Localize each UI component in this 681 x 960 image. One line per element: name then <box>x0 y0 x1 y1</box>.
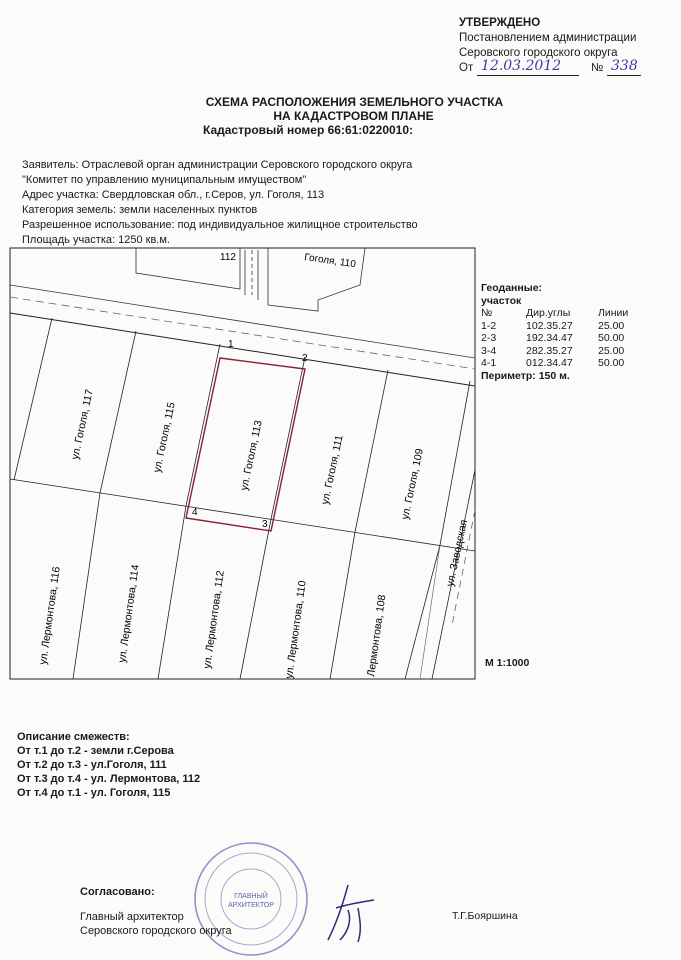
architect-position: Главный архитектор <box>80 911 184 923</box>
title-line-2: НА КАДАСТРОВОМ ПЛАНЕ <box>273 109 434 123</box>
title-line-1: СХЕМА РАСПОЛОЖЕНИЯ ЗЕМЕЛЬНОГО УЧАСТКА <box>205 95 504 109</box>
geodata-cell: 192.34.47 <box>526 332 573 344</box>
geodata-col-angles: Дир.углы <box>526 307 571 319</box>
date-underline <box>477 75 579 76</box>
approval-number: 338 <box>611 58 638 74</box>
street-label-zavodskaya: ул. Заводская <box>444 518 471 588</box>
cadastral-number: Кадастровый номер 66:61:0220010: <box>203 123 414 137</box>
approved-line-decree: Постановлением администрации <box>459 32 637 44</box>
architect-block <box>80 910 232 938</box>
point-1-label: 1 <box>228 339 234 350</box>
point-4-label: 4 <box>192 507 198 518</box>
parcel-label-lermontova-112: ул. Лермонтова, 112 <box>201 569 227 670</box>
parcel-line <box>271 357 305 519</box>
parcel-line <box>420 545 440 679</box>
adjacency-block <box>17 730 200 800</box>
adjacency-line: От т.4 до т.1 - ул. Гоголя, 115 <box>17 787 171 799</box>
table-row <box>481 332 628 345</box>
geodata-title: Геоданные: <box>481 282 543 294</box>
table-row <box>481 345 628 358</box>
parcel-line <box>14 318 52 480</box>
stamp-center-line-2: АРХИТЕКТОР <box>228 902 274 909</box>
parcel-line <box>355 370 388 532</box>
geodata-cell: 282.35.27 <box>526 344 573 357</box>
table-row <box>481 320 628 333</box>
approval-block <box>459 16 636 79</box>
geodata-table <box>481 307 628 370</box>
approved-heading: УТВЕРЖДЕНО <box>459 17 541 29</box>
geodata-cell: 012.34.47 <box>526 357 573 369</box>
parcel-label-gogolya-117: ул. Гоголя, 117 <box>69 388 96 461</box>
geodata-cell: 50.00 <box>598 357 625 369</box>
adjacency-line: От т.3 до т.4 - ул. Лермонтова, 112 <box>17 773 201 785</box>
street-axis-top <box>10 297 475 369</box>
parcel-label-gogolya-111: ул. Гоголя, 111 <box>319 434 346 506</box>
geodata-cell: 102.35.27 <box>526 319 573 332</box>
parcel-line <box>186 344 220 506</box>
architect-district: Серовского городского округа <box>80 925 232 937</box>
adjacency-title: Описание смежеств: <box>17 731 130 743</box>
parcel-line <box>73 493 100 679</box>
top-label-110: Гоголя, 110 <box>303 252 357 271</box>
geodata-col-number: № <box>481 307 493 319</box>
target-parcel-113 <box>186 358 305 531</box>
adjacency-line: От т.2 до т.3 - ул.Гоголя, 111 <box>17 759 167 771</box>
area-line: Площадь участка: 1250 кв.м. <box>22 234 170 246</box>
top-label-112: 112 <box>220 252 236 263</box>
architect-name: Т.Г.Бояршина <box>452 910 518 922</box>
geodata-col-lines: Линии <box>598 307 629 319</box>
from-label: От <box>459 62 474 74</box>
geodata-cell: 25.00 <box>598 319 625 332</box>
number-underline <box>607 75 641 76</box>
applicant-line: Заявитель: Отраслевой орган администрации Серовского городского округа <box>22 159 413 171</box>
table-row <box>481 357 628 370</box>
parcel-line <box>100 331 136 493</box>
signature-stroke <box>328 885 374 942</box>
category-line: Категория земель: земли населенных пунктов <box>22 204 258 216</box>
parcel-line <box>240 519 271 679</box>
parcel-label-gogolya-115: ул. Гоголя, 115 <box>151 401 178 474</box>
map-scale: М 1:1000 <box>485 657 530 669</box>
address-line: Адрес участка: Свердловская обл., г.Серов, ул. Гоголя, 113 <box>22 189 325 201</box>
geodata-header-row <box>481 307 628 320</box>
signature-scribble <box>318 880 378 950</box>
adjacency-line: От т.1 до т.2 - земли г.Серова <box>17 745 174 757</box>
parcel-line <box>330 532 355 679</box>
approved-line-district: Серовского городского округа <box>459 47 618 59</box>
cadastral-map <box>0 245 481 690</box>
geodata-cell: 3-4 <box>481 344 497 357</box>
agreed-label: Согласовано: <box>80 886 155 898</box>
parcel-label-lermontova-114: ул. Лермонтова, 114 <box>116 563 142 664</box>
geodata-block <box>481 282 628 382</box>
geodata-cell: 25.00 <box>598 344 625 357</box>
official-stamp <box>192 840 310 958</box>
approval-date: 12.03.2012 <box>481 58 562 74</box>
parcel-info <box>22 158 418 248</box>
parcel-label-gogolya-113: ул. Гоголя, 113 <box>238 419 265 492</box>
parcel-label-lermontova-110: ул. Лермонтова, 110 <box>283 579 309 680</box>
agreed-block <box>80 885 155 899</box>
parcel-label-gogolya-109: ул. Гоголя, 109 <box>399 447 426 521</box>
geodata-cell: 4-1 <box>481 357 497 369</box>
geodata-cell: 50.00 <box>598 332 625 344</box>
perimeter: Периметр: 150 м. <box>481 369 570 382</box>
geodata-subtitle: участок <box>481 294 522 307</box>
parcel-line <box>158 506 186 679</box>
street-edge-top <box>10 285 475 358</box>
parcel-label-lermontova-116: ул. Лермонтова, 116 <box>37 565 63 666</box>
geodata-cell: 1-2 <box>481 319 497 332</box>
point-3-label: 3 <box>262 519 268 530</box>
map-frame <box>10 248 475 679</box>
parcel-label-lermontova-108: Лермонтова, 108 <box>365 593 389 678</box>
document-title <box>0 95 681 137</box>
street-edge-bottom <box>10 313 475 386</box>
stamp-center-line-1: ГЛАВНЫЙ <box>234 893 268 900</box>
approved-date-line <box>459 58 638 79</box>
usage-line: Разрешенное использование: под индивидуальное жилищное строительство <box>22 219 418 231</box>
number-label: № <box>591 62 604 74</box>
parcel-line <box>405 545 440 679</box>
committee-line: "Комитет по управлению муниципальным имуществом" <box>22 174 307 186</box>
point-2-label: 2 <box>302 353 308 364</box>
geodata-cell: 2-3 <box>481 332 497 344</box>
